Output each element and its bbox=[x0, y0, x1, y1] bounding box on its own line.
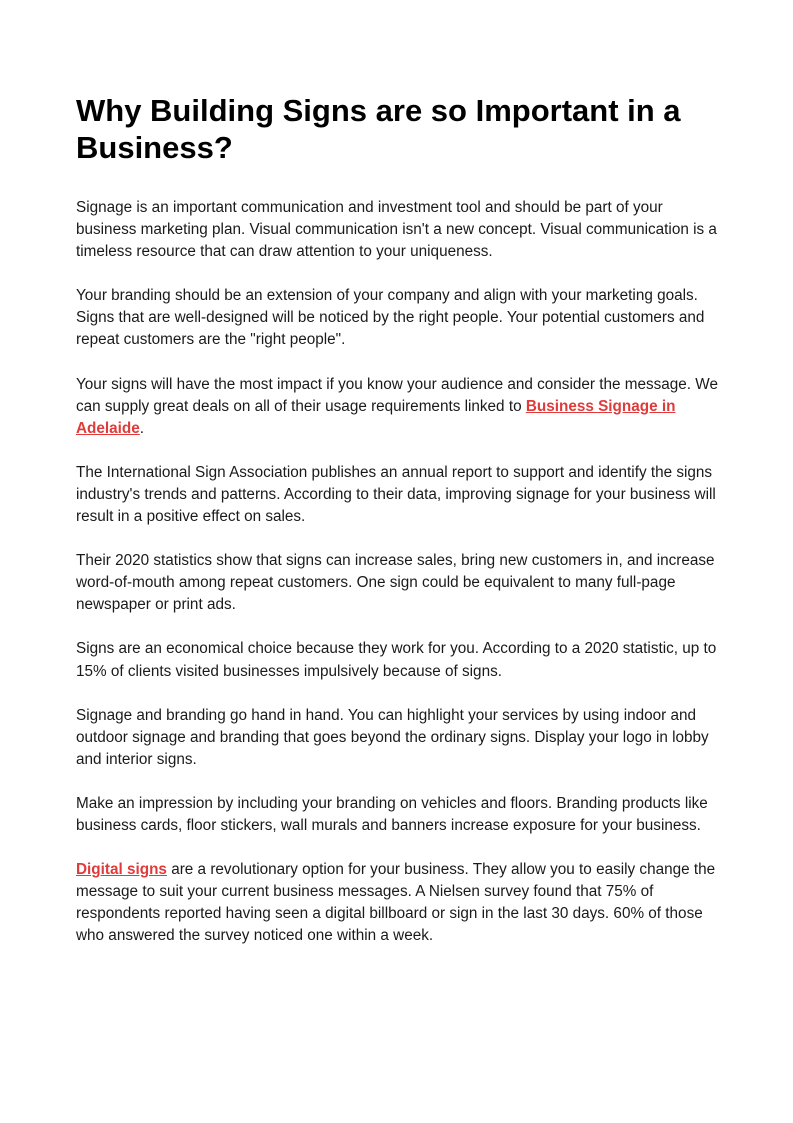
paragraph-text-after: are a revolutionary option for your business. They allow you to easily change the message to suit your current business messages. A Nielsen survey found that 75% of respondents reported having seen a digital billboard or sign in the last 30 days. 60% of those who answered the survey noticed one within a week. bbox=[76, 861, 716, 945]
paragraph-text: Your signs will have the most impact if you know your audience and consider the message. We can supply great deals on all of their usage requirements linked to bbox=[76, 375, 718, 415]
paragraph-economical: Signs are an economical choice because they work for you. According to a 2020 statistic, up to 15% of clients visited businesses impulsively because of signs. bbox=[76, 640, 717, 680]
paragraph-signage-branding: Signage and branding go hand in hand. You can highlight your services by using indoor and outdoor signage and branding that goes beyond the ordinary signs. Display your logo in lobby and interior signs. bbox=[76, 706, 709, 768]
paragraph-impression: Make an impression by including your branding on vehicles and floors. Branding products like business cards, floor stickers, wall murals and banners increase exposure for your business. bbox=[76, 794, 708, 834]
paragraph-branding: Your branding should be an extension of your company and align with your marketing goals. Signs that are well-designed will be noticed by the right people. Your potential customers and repeat customers are the "right people". bbox=[76, 287, 705, 349]
paragraph-2020-statistics: Their 2020 statistics show that signs can increase sales, bring new customers in, and increase word-of-mouth among repeat customers. One sign could be equivalent to many full-page newspaper or print ads. bbox=[76, 552, 715, 614]
document-page bbox=[76, 92, 721, 969]
paragraph-digital-signs bbox=[76, 859, 721, 947]
paragraph-text-after: . bbox=[139, 419, 145, 437]
paragraph-intro: Signage is an important communication and investment tool and should be part of your business marketing plan. Visual communication isn't a new concept. Visual communication is a timeless resource that can draw attention to your uniqueness. bbox=[76, 199, 717, 261]
page-title: Why Building Signs are so Important in a Business? bbox=[76, 93, 681, 165]
paragraph-audience bbox=[76, 374, 721, 440]
business-signage-link[interactable]: Business Signage in Adelaide bbox=[76, 397, 676, 437]
digital-signs-link[interactable]: Digital signs bbox=[76, 861, 167, 879]
article-body bbox=[76, 197, 721, 947]
paragraph-isa-report: The International Sign Association publishes an annual report to support and identify the signs industry's trends and patterns. According to their data, improving signage for your business will result in a positive effect on sales. bbox=[76, 463, 716, 526]
